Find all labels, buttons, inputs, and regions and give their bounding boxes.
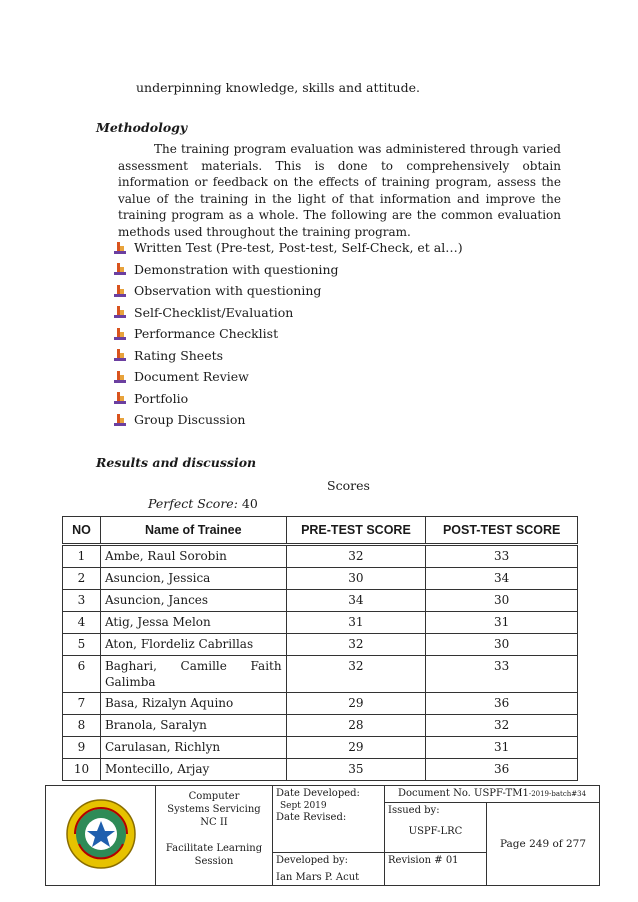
- book-stack-icon: [114, 285, 126, 297]
- list-item: Written Test (Pre-test, Post-test, Self-Check, et al…): [114, 237, 463, 259]
- issued-by-cell: Issued by: USPF-LRC: [385, 803, 487, 853]
- list-item: Rating Sheets: [114, 345, 463, 367]
- developed-by-cell: Developed by: Ian Mars P. Acut: [273, 853, 385, 886]
- table-row: 3 Asuncion, Jances 34 30: [63, 590, 578, 612]
- list-item: Portfolio: [114, 388, 463, 410]
- header-post-test: POST-TEST SCORE: [426, 517, 578, 545]
- header-pre-test: PRE-TEST SCORE: [286, 517, 426, 545]
- book-stack-icon: [114, 371, 126, 383]
- list-item: Self-Checklist/Evaluation: [114, 302, 463, 324]
- list-item: Performance Checklist: [114, 323, 463, 345]
- table-row: 2 Asuncion, Jessica 30 34: [63, 568, 578, 590]
- book-stack-icon: [114, 242, 126, 254]
- table-header-row: [63, 517, 578, 545]
- methodology-paragraph: The training program evaluation was administered through varied assessment materials. This is done to comprehensively obtain information or feedback on the effects of training program, assess the value of the training in the light of that information and improve the training program as a whole. The following are the common evaluation methods used throughout the training program.: [118, 142, 561, 239]
- book-stack-icon: [114, 349, 126, 361]
- scores-title: Scores: [327, 478, 370, 493]
- results-heading: Results and discussion: [96, 455, 257, 470]
- table-row: 8 Branola, Saralyn 28 32: [63, 715, 578, 737]
- table-row: 5 Aton, Flordeliz Cabrillas 32 30: [63, 634, 578, 656]
- header-name: Name of Trainee: [100, 517, 286, 545]
- course-cell: Computer Systems Servicing NC II Facilitate Learning Session: [156, 786, 273, 886]
- book-stack-icon: [114, 306, 126, 318]
- university-seal-logo: [65, 798, 137, 870]
- header-no: NO: [63, 517, 101, 545]
- table-row: 7 Basa, Rizalyn Aquino 29 36: [63, 693, 578, 715]
- revision-cell: Revision # 01: [385, 853, 487, 886]
- dates-cell: Date Developed: Sept 2019 Date Revised:: [273, 786, 385, 853]
- list-item: Demonstration with questioning: [114, 259, 463, 281]
- book-stack-icon: [114, 414, 126, 426]
- list-item: Document Review: [114, 366, 463, 388]
- table-row: 4 Atig, Jessa Melon 31 31: [63, 612, 578, 634]
- perfect-score: Perfect Score: 40: [148, 496, 258, 511]
- table-row: 10 Montecillo, Arjay 35 36: [63, 759, 578, 781]
- list-item: Group Discussion: [114, 409, 463, 431]
- methods-list: [114, 237, 463, 431]
- table-row: 1 Ambe, Raul Sorobin 32 33: [63, 545, 578, 568]
- methodology-heading: Methodology: [96, 120, 188, 135]
- scores-table: [62, 516, 578, 781]
- table-row: 9 Carulasan, Richlyn 29 31: [63, 737, 578, 759]
- book-stack-icon: [114, 263, 126, 275]
- list-item: Observation with questioning: [114, 280, 463, 302]
- document-footer: [45, 785, 600, 886]
- document-number-cell: Document No. USPF-TM1-2019-batch#34: [385, 786, 600, 803]
- logo-cell: [46, 786, 156, 886]
- intro-line: underpinning knowledge, skills and attitude.: [136, 80, 420, 95]
- book-stack-icon: [114, 392, 126, 404]
- table-row: 6 Baghari, Camille Faith Galimba 32 33: [63, 656, 578, 693]
- book-stack-icon: [114, 328, 126, 340]
- page-number: Page 249 of 277: [487, 803, 600, 886]
